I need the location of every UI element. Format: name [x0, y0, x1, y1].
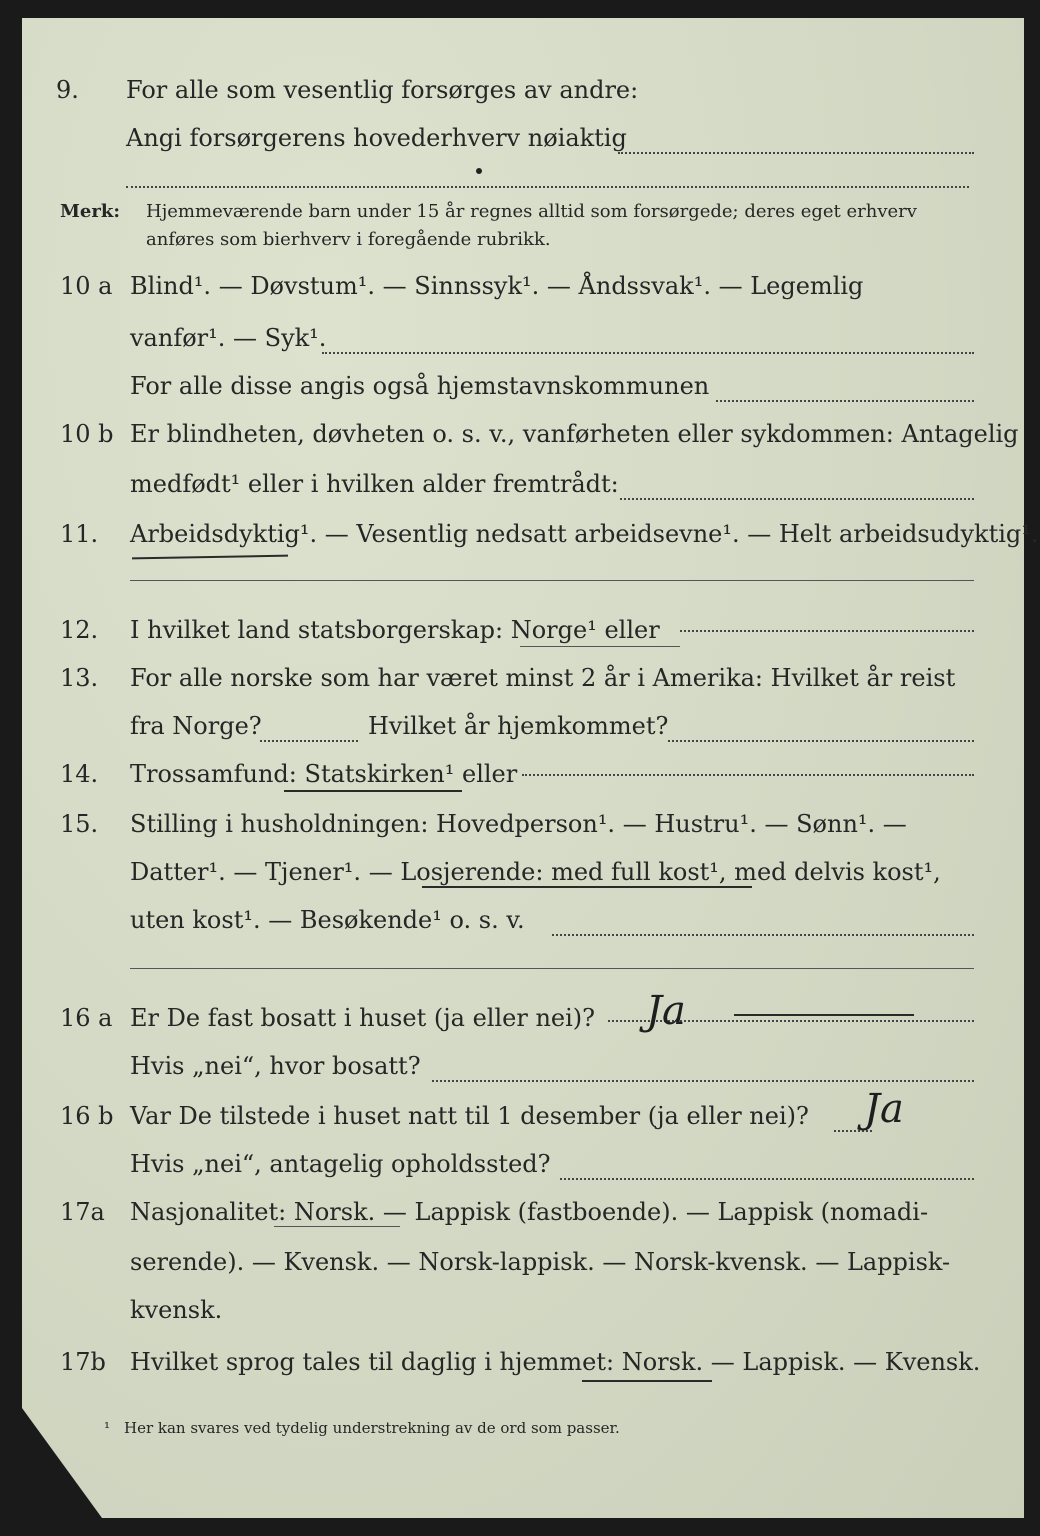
- q10a-answer-line[interactable]: [322, 352, 974, 354]
- q10b-line1: Er blindheten, døvheten o. s. v., vanførheten eller sykdommen: Antagelig: [130, 420, 1019, 448]
- q11-number: 11.: [60, 520, 99, 548]
- q16a-strikethrough: [734, 1014, 914, 1016]
- q16b-location-line[interactable]: [560, 1178, 974, 1180]
- q15-answer-line2[interactable]: [130, 968, 974, 969]
- footnote-text: Her kan svares ved tydelig understrekning av de ord som passer.: [124, 1419, 620, 1437]
- q16a-line2: Hvis „nei“, hvor bosatt?: [130, 1052, 421, 1080]
- q9-line2: Angi forsørgerens hovederhverv nøiaktig: [126, 124, 627, 152]
- q10a-line1: Blind¹. — Døvstum¹. — Sinnssyk¹. — Åndssvak¹. — Legemlig: [130, 272, 864, 300]
- q11-underline: [132, 555, 288, 560]
- q10b-answer-line[interactable]: [620, 498, 974, 500]
- q16b-line1: Var De tilstede i huset natt til 1 desember (ja eller nei)?: [130, 1102, 809, 1130]
- merk-label: Merk:: [60, 201, 120, 222]
- q10a-number: 10 a: [60, 272, 113, 300]
- q9-number: 9.: [56, 76, 79, 104]
- q13-line1: For alle norske som har været minst 2 år i Amerika: Hvilket år reist: [130, 664, 956, 692]
- q11-answer-line[interactable]: [130, 580, 974, 581]
- q13-line2b: Hvilket år hjemkommet?: [368, 712, 669, 740]
- q14-underline: [284, 790, 462, 792]
- merk-line1: Hjemmeværende barn under 15 år regnes alltid som forsørgede; deres eget erhverv: [146, 201, 917, 222]
- q13-left-answer-line[interactable]: [260, 740, 358, 742]
- q10a-hometown-line[interactable]: [716, 400, 974, 402]
- q15-line1: Stilling i husholdningen: Hovedperson¹. — Hustru¹. — Sønn¹. —: [130, 810, 907, 838]
- q13-right-answer-line[interactable]: [668, 740, 974, 742]
- q14-line1: Trossamfund: Statskirken¹ eller: [130, 760, 518, 788]
- q17a-underline: [274, 1226, 400, 1227]
- q13-line2a: fra Norge?: [130, 712, 262, 740]
- q14-answer-line[interactable]: [522, 774, 974, 776]
- q10a-line3: For alle disse angis også hjemstavnskommunen: [130, 372, 710, 400]
- q17b-number: 17b: [60, 1348, 106, 1376]
- q16a-number: 16 a: [60, 1004, 113, 1032]
- q17b-underline: [582, 1380, 712, 1382]
- folded-corner: [22, 1408, 102, 1518]
- q17a-line1: Nasjonalitet: Norsk. — Lappisk (fastboende). — Lappisk (nomadi-: [130, 1198, 929, 1226]
- q17a-line2: serende). — Kvensk. — Norsk-lappisk. — Norsk-kvensk. — Lappisk-: [130, 1248, 951, 1276]
- q15-line3: uten kost¹. — Besøkende¹ o. s. v.: [130, 906, 525, 934]
- q15-answer-line[interactable]: [552, 934, 974, 936]
- q16a-residence-line[interactable]: [432, 1080, 974, 1082]
- q16a-handwritten-answer: Ja: [646, 988, 686, 1034]
- q14-number: 14.: [60, 760, 99, 788]
- footnote-mark: ¹: [104, 1419, 111, 1437]
- q10b-number: 10 b: [60, 420, 114, 448]
- q10b-line2: medfødt¹ eller i hvilken alder fremtrådt:: [130, 470, 619, 498]
- q15-number: 15.: [60, 810, 99, 838]
- q12-number: 12.: [60, 616, 99, 644]
- q12-underline: [520, 646, 680, 647]
- q9-answer-line2[interactable]: [126, 186, 969, 188]
- q15-line2: Datter¹. — Tjener¹. — Losjerende: med full kost¹, med delvis kost¹,: [130, 858, 941, 886]
- q12-line1: I hvilket land statsborgerskap: Norge¹ eller: [130, 616, 660, 644]
- q11-line1: Arbeidsdyktig¹. — Vesentlig nedsatt arbeidsevne¹. — Helt arbeidsudyktig¹.: [130, 520, 1039, 548]
- q17a-line3: kvensk.: [130, 1296, 223, 1324]
- ink-dot: [476, 168, 482, 174]
- q16b-handwritten-answer: Ja: [864, 1086, 904, 1132]
- q16b-number: 16 b: [60, 1102, 114, 1130]
- q10a-line2: vanfør¹. — Syk¹.: [130, 324, 327, 352]
- q15-underline: [422, 886, 752, 888]
- census-form-page: [22, 18, 1039, 1518]
- q12-answer-line[interactable]: [680, 630, 974, 632]
- q16b-line2: Hvis „nei“, antagelig opholdssted?: [130, 1150, 551, 1178]
- q13-number: 13.: [60, 664, 99, 692]
- q9-line1: For alle som vesentlig forsørges av andre:: [126, 76, 639, 104]
- q9-answer-line[interactable]: [618, 152, 974, 154]
- q17b-line1: Hvilket sprog tales til daglig i hjemmet: Norsk. — Lappisk. — Kvensk.: [130, 1348, 981, 1376]
- merk-line2: anføres som bierhverv i foregående rubrikk.: [146, 229, 551, 250]
- q17a-number: 17a: [60, 1198, 105, 1226]
- q16a-line1: Er De fast bosatt i huset (ja eller nei)?: [130, 1004, 596, 1032]
